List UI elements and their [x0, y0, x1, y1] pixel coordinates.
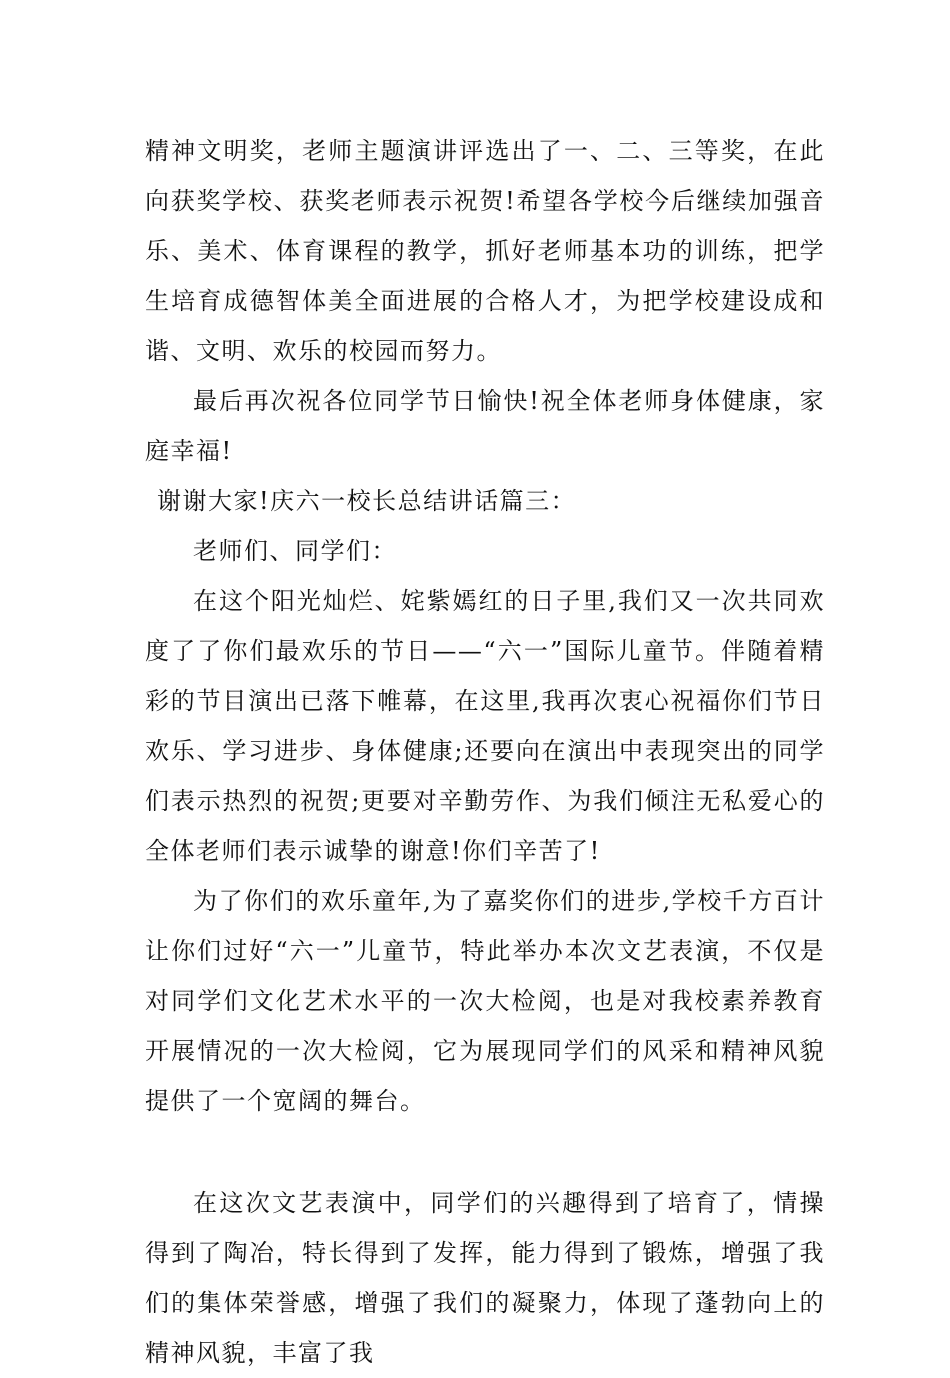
paragraph-spacer: [145, 1126, 825, 1178]
paragraph-childrens-day: 在这个阳光灿烂、姹紫嫣红的日子里,我们又一次共同欢度了了你们最欢乐的节日——“六一”国际儿童节。伴随着精彩的节目演出已落下帷幕，在这里,我再次衷心祝福你们节日欢乐、学习进步、身体健康;还要向在演出中表现突出的同学们表示热烈的祝贺;更要对辛勤劳作、为我们倾注无私爱心的全体老师们表示诚挚的谢意!你们辛苦了!: [145, 587, 825, 865]
paragraph-salutation: 老师们、同学们：: [193, 537, 397, 565]
paragraph-thanks-heading: 谢谢大家!庆六一校长总结讲话篇三：: [157, 487, 577, 515]
paragraph-awards-continued: 精神文明奖，老师主题演讲评选出了一、二、三等奖，在此向获奖学校、获奖老师表示祝贺!希望各学校今后继续加强音乐、美术、体育课程的教学，抓好老师基本功的训练，把学生培育成德智体美全面进展的合格人才，为把学校建设成和谐、文明、欢乐的校园而努力。: [145, 137, 825, 365]
document-body: [145, 126, 825, 1378]
paragraph-performance-results: 在这次文艺表演中，同学们的兴趣得到了培育了，情操得到了陶冶，特长得到了发挥，能力得到了锻炼，增强了我们的集体荣誉感，增强了我们的凝聚力，体现了蓬勃向上的精神风貌，丰富了我: [145, 1189, 825, 1367]
paragraph-final-wishes: 最后再次祝各位同学节日愉快!祝全体老师身体健康，家庭幸福!: [145, 387, 825, 465]
paragraph-performance-purpose: 为了你们的欢乐童年,为了嘉奖你们的进步,学校千方百计让你们过好“六一”儿童节，特此举办本次文艺表演，不仅是对同学们文化艺术水平的一次大检阅，也是对我校素养教育开展情况的一次大检阅，它为展现同学们的风采和精神风貌提供了一个宽阔的舞台。: [145, 887, 825, 1115]
